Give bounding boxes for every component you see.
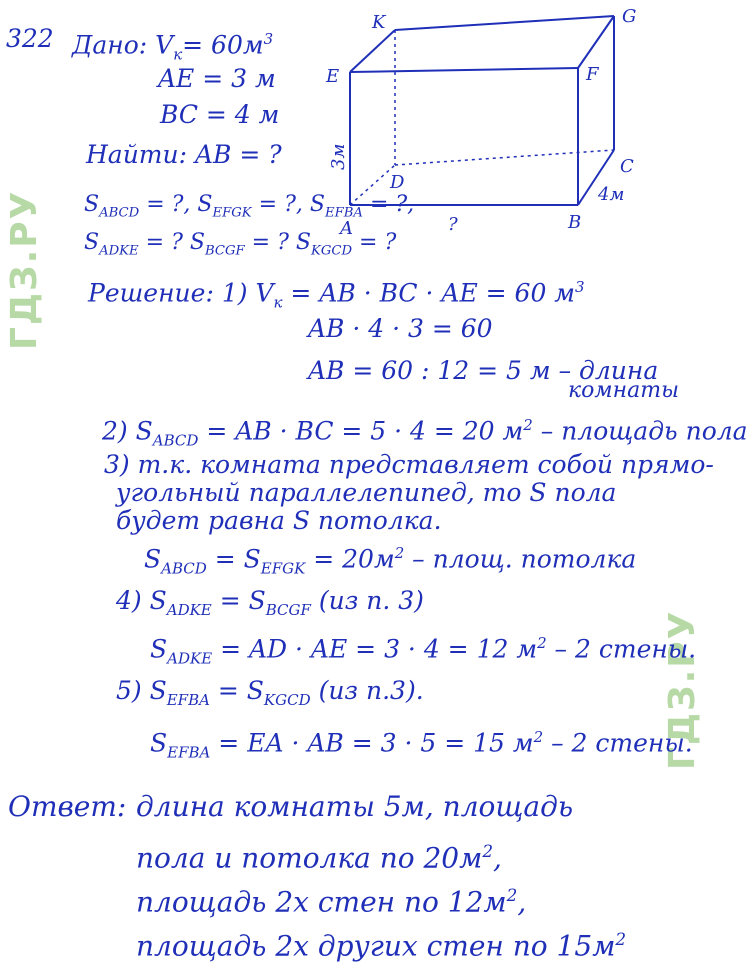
solution-step3-line3: будет равна S потолка. [116,506,442,535]
solution-step2: 2) $S_{ABCD}$ = AB · BC = 5 · 4 = 20 $м^2$ – площадь пола [102,416,748,450]
edge-bc [578,150,614,205]
vertex-b: B [568,212,582,233]
solution-step5: 5) $S_{EFBA} = S_{KGCD}$ (из п.3). [116,676,424,709]
answer-label: Ответ: [8,790,127,823]
vertex-e: E [326,66,340,87]
vertex-a: A [340,218,353,239]
answer-line1: длина комнаты 5м, площадь [136,790,574,823]
find-areas-line2: $S_{ADKE}$ = ? $S_{BCGF}$ = ? $S_{KGCD}$ = ? [84,230,397,259]
solution-step5-eq: $S_{EFBA}$ = EA · AB = 3 · 5 = 15 $м^2 - 2$ стены. [150,728,693,762]
watermark-left: ГДЗ.РУ [4,189,45,350]
solution-step3-eq: $S_{ABCD} = S_{EFGK} = 20м^2$ – площ. потолка [144,544,637,578]
edge-ek [350,30,395,72]
answer-line2: пола и потолка по $20м^2$, [136,841,502,875]
vertex-f: F [586,64,599,85]
vertex-d: D [390,172,405,193]
solution-step1-line3: AB = 60 : 12 = 5 м – длина [308,356,659,385]
given-bc: BC = 4 м [160,100,280,129]
edge-bc-length: 4м [598,184,625,205]
find-areas-line1: $S_{ABCD}$ = ?, $S_{EFGK}$ = ?, $S_{EFBA}$ = ?, [84,192,415,221]
vertex-c: C [620,156,634,177]
solution-step1: Решение: 1) $V_к$ = AB · BC · AE = 60 $м^3$ [88,278,585,312]
edge-ab-length: ? [448,214,458,235]
solution-step3-line1: 3) т.к. комната представляет собой прямо- [104,450,714,479]
problem-number: 322 [6,24,54,53]
answer-line4: площадь 2х других стен по $15м^2$ [136,929,627,963]
edge-dc-hidden [395,150,614,165]
edge-ef [350,68,578,72]
answer-line3: площадь 2х стен по $12м^2$, [136,885,527,919]
edge-kg [395,16,614,30]
solution-step1-line3b: комнаты [568,378,680,403]
solution-step3-line2: угольный параллелепипед, то S пола [116,478,617,507]
edge-ae-length: 3м [328,143,349,170]
edge-fg [578,16,614,68]
solution-step4-eq: $S_{ADKE}$ = AD · AE = 3 · 4 = 12 $м^2 - 2$ стены. [150,634,697,668]
given-ae: AE = 3 м [158,64,276,93]
given-volume: Дано: $V_к= 60м^3$ [72,30,274,64]
vertex-k: K [372,12,386,33]
watermark-right: ГДЗ.РУ [662,609,703,770]
solution-step4: 4) $S_{ADKE} = S_{BCGF}$ (из п. 3) [116,586,424,619]
solution-step1-line2: AB · 4 · 3 = 60 [308,314,493,343]
find-ab: Найти: AB = ? [86,140,282,169]
vertex-g: G [622,6,637,27]
